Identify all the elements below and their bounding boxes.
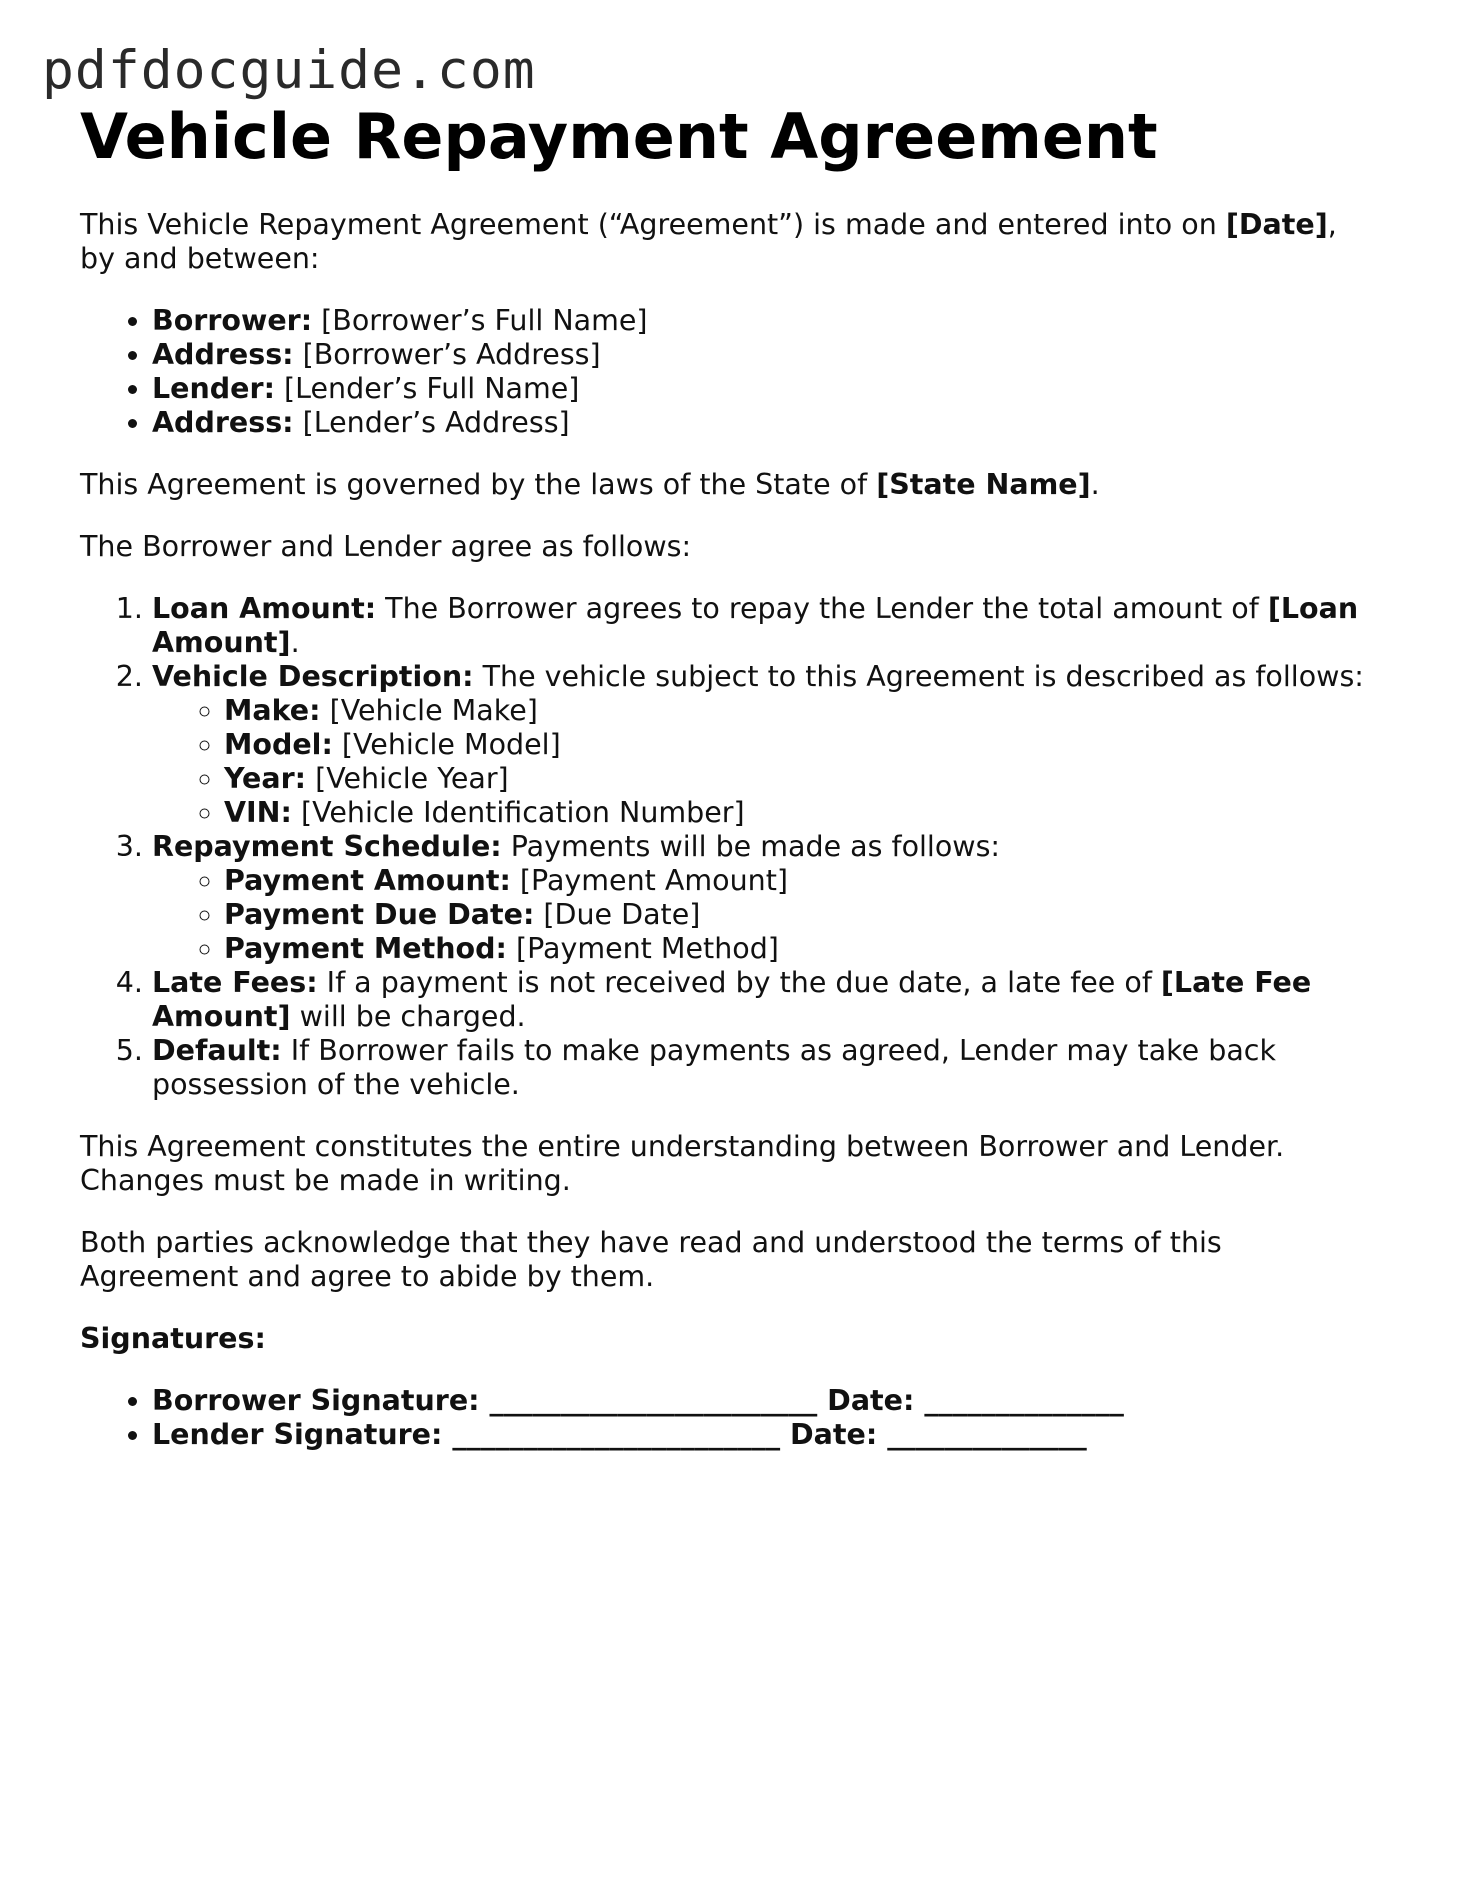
date-placeholder: [Date] <box>1225 208 1328 242</box>
party-label: Lender: <box>152 372 275 406</box>
list-item <box>152 372 1380 406</box>
party-label: Borrower: <box>152 304 313 338</box>
detail-label: VIN: <box>224 796 292 830</box>
term-text: If a payment is not received by the due date, a late fee of <box>317 966 1161 1000</box>
list-item <box>224 898 1380 932</box>
term-late-fees <box>152 966 1380 1034</box>
document-body <box>80 100 1380 1452</box>
list-item <box>224 864 1380 898</box>
date-blank: ______________ <box>914 1384 1124 1418</box>
agree-as-follows: The Borrower and Lender agree as follows: <box>80 530 692 564</box>
party-value: [Borrower’s Address] <box>293 338 601 372</box>
payment-details-list <box>152 864 1380 966</box>
signature-blank: _______________________ <box>442 1418 791 1452</box>
date-label: Date: <box>790 1418 878 1452</box>
term-default <box>152 1034 1380 1102</box>
date-blank: ______________ <box>877 1418 1087 1452</box>
entire-agreement-paragraph: This Agreement constitutes the entire understanding between Borrower and Lender. Changes must be made in writing. <box>80 1130 1285 1198</box>
detail-label: Payment Due Date: <box>224 898 535 932</box>
detail-label: Model: <box>224 728 333 762</box>
list-item <box>224 728 1380 762</box>
detail-label: Year: <box>224 762 307 796</box>
loan-amount-placeholder: [Loan Amount] <box>152 592 1359 660</box>
terms-list <box>80 592 1380 1102</box>
detail-value: [Vehicle Year] <box>306 762 509 796</box>
term-loan-amount <box>152 592 1380 660</box>
signature-blank: _______________________ <box>479 1384 828 1418</box>
intro-text: This Vehicle Repayment Agreement (“Agreement”) is made and entered into on <box>80 208 1226 242</box>
party-value: [Lender’s Full Name] <box>274 372 580 406</box>
term-text-end: will be charged. <box>290 1000 526 1034</box>
term-text-end: . <box>290 626 300 660</box>
date-label: Date: <box>827 1384 915 1418</box>
party-value: [Lender’s Address] <box>293 406 570 440</box>
list-item <box>152 338 1380 372</box>
borrower-signature-line <box>152 1384 1380 1418</box>
party-label: Address: <box>152 406 294 440</box>
watermark: pdfdocguide.com <box>42 40 536 101</box>
term-label: Default: <box>152 1034 282 1068</box>
list-item <box>152 304 1380 338</box>
party-label: Address: <box>152 338 294 372</box>
term-text: The vehicle subject to this Agreement is described as follows: <box>473 660 1364 694</box>
document-title: Vehicle Repayment Agreement <box>80 100 1158 173</box>
term-text: The Borrower agrees to repay the Lender the total amount of <box>376 592 1268 626</box>
lender-signature-line <box>152 1418 1380 1452</box>
term-text: Payments will be made as follows: <box>501 830 1001 864</box>
term-label: Repayment Schedule: <box>152 830 502 864</box>
list-item <box>224 762 1380 796</box>
detail-value: [Vehicle Identification Number] <box>291 796 745 830</box>
term-vehicle-description <box>152 660 1380 830</box>
signature-label: Lender Signature: <box>152 1418 443 1452</box>
vehicle-details-list <box>152 694 1380 830</box>
detail-value: [Payment Method] <box>506 932 779 966</box>
term-repayment-schedule <box>152 830 1380 966</box>
intro-text-end: , by and between: <box>80 208 1337 276</box>
detail-value: [Payment Amount] <box>510 864 788 898</box>
party-value: [Borrower’s Full Name] <box>312 304 648 338</box>
list-item <box>224 932 1380 966</box>
acknowledgement-paragraph: Both parties acknowledge that they have read and understood the terms of this Agreement and agree to abide by them. <box>80 1226 1222 1294</box>
state-placeholder: [State Name] <box>876 468 1091 502</box>
signatures-heading: Signatures: <box>80 1322 266 1356</box>
detail-label: Payment Method: <box>224 932 507 966</box>
signatures-list <box>80 1384 1380 1452</box>
list-item <box>224 796 1380 830</box>
detail-value: [Vehicle Make] <box>320 694 538 728</box>
term-label: Loan Amount: <box>152 592 377 626</box>
intro-paragraph <box>80 208 1380 276</box>
term-label: Late Fees: <box>152 966 318 1000</box>
governing-text: This Agreement is governed by the laws of the State of <box>80 468 877 502</box>
term-text: If Borrower fails to make payments as agreed, Lender may take back possession of the vehicle. <box>152 1034 1276 1102</box>
term-label: Vehicle Description: <box>152 660 474 694</box>
detail-label: Payment Amount: <box>224 864 511 898</box>
detail-label: Make: <box>224 694 321 728</box>
detail-value: [Vehicle Model] <box>332 728 561 762</box>
governing-law-paragraph <box>80 468 1380 502</box>
late-fee-placeholder: [Late Fee Amount] <box>152 966 1312 1034</box>
governing-text-end: . <box>1090 468 1100 502</box>
list-item <box>224 694 1380 728</box>
parties-list <box>80 304 1380 440</box>
signature-label: Borrower Signature: <box>152 1384 480 1418</box>
list-item <box>152 406 1380 440</box>
detail-value: [Due Date] <box>534 898 701 932</box>
